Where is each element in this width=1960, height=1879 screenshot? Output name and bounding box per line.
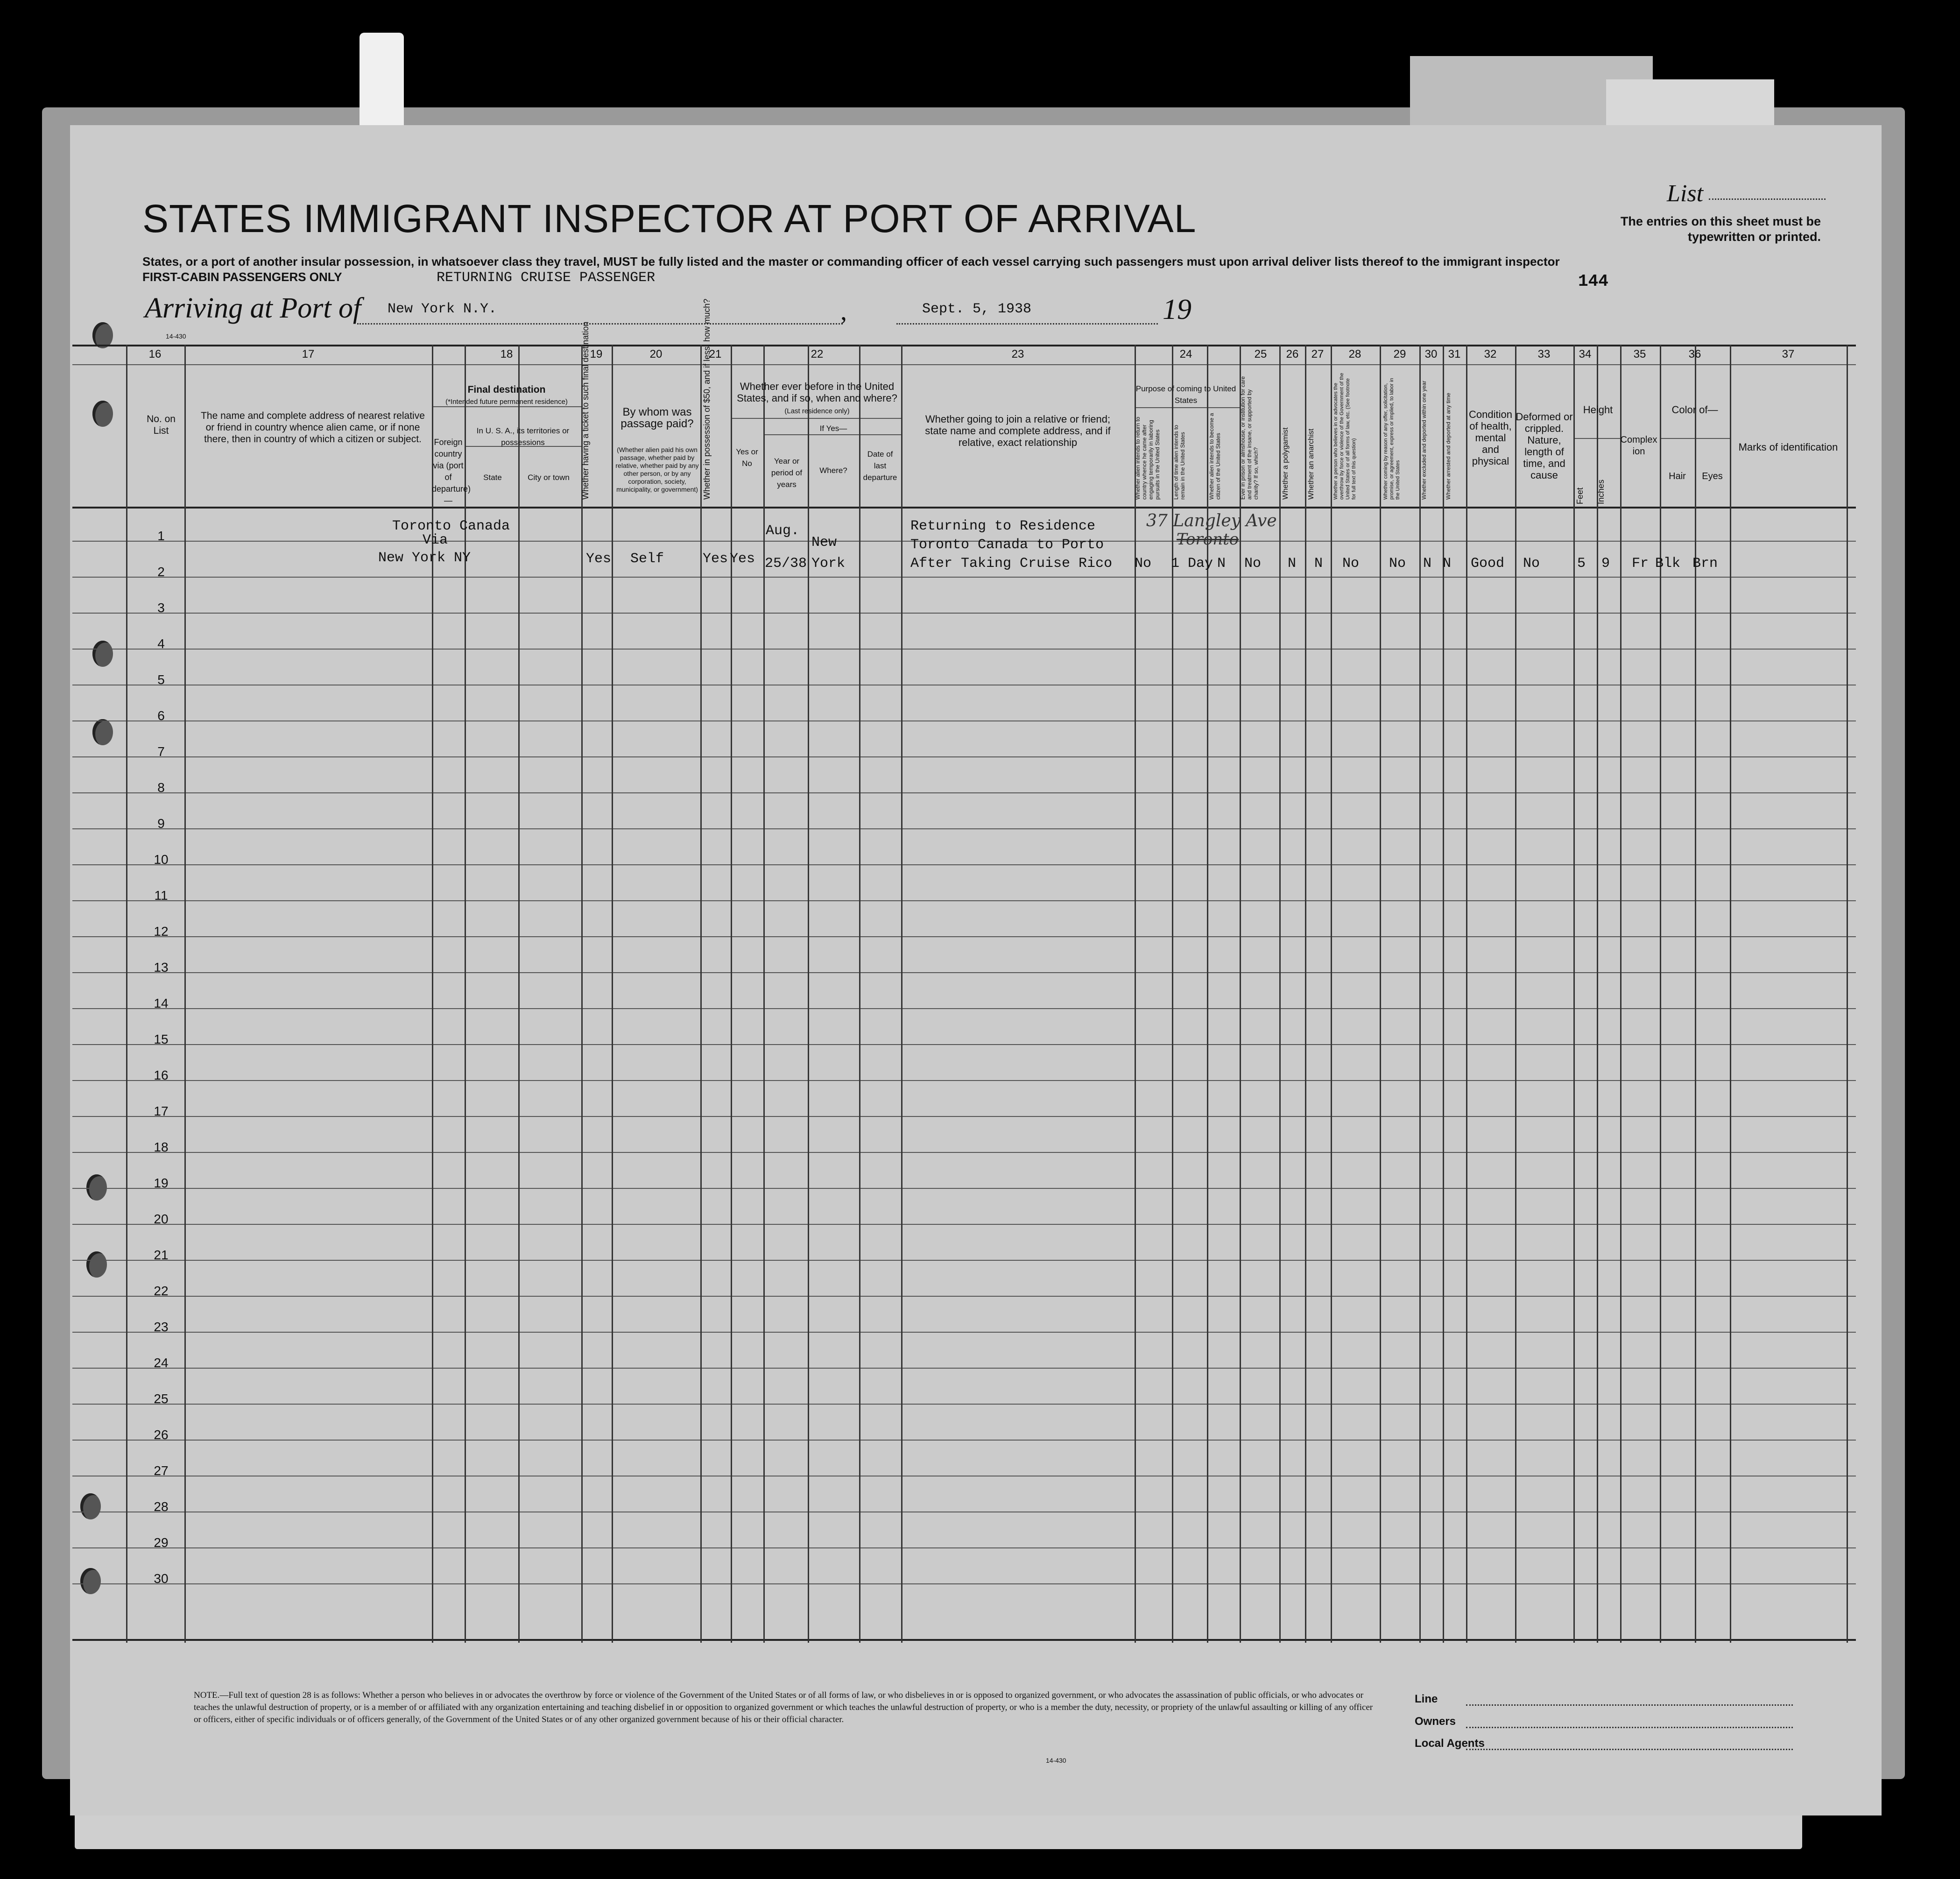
header-c21: Whether in possession of $50, and if less, how much? — [702, 298, 712, 500]
where-line1: New — [811, 535, 837, 551]
column-number: 19 — [590, 348, 603, 360]
row-number: 6 — [157, 708, 165, 723]
overthrow-value: No — [1342, 556, 1360, 572]
header-c19: Whether having a ticket to such final destination — [581, 321, 590, 500]
join-line2: Toronto Canada to Porto — [910, 537, 1104, 553]
entries-note: The entries on this sheet must be typewritten or printed. — [1620, 214, 1821, 244]
row-number: 13 — [154, 960, 169, 975]
header-c30: Whether excluded and deported within one year — [1421, 381, 1427, 500]
header-c32: Condition of health, mental and physical — [1469, 409, 1512, 467]
header-c27: Whether an anarchist — [1307, 428, 1315, 500]
column-number: 20 — [649, 348, 663, 360]
citizen-value: N — [1217, 556, 1226, 572]
column-divider — [808, 345, 809, 1643]
column-number: 33 — [1537, 348, 1551, 360]
eyes-value: Brn — [1692, 556, 1718, 572]
form-code-top: 14-430 — [166, 332, 186, 340]
column-divider — [1331, 345, 1332, 1643]
anarchist-value: N — [1314, 556, 1323, 572]
subheader-rule — [763, 434, 901, 435]
row-rule — [72, 1440, 1856, 1441]
header-c18-sub: (*Intended future permanent residence) — [445, 398, 568, 406]
column-number: 30 — [1424, 348, 1438, 360]
row-number: 28 — [154, 1499, 169, 1514]
row-rule — [72, 1224, 1856, 1225]
column-number: 24 — [1179, 348, 1192, 360]
handwritten-city: Toronto — [1177, 530, 1239, 549]
binder-hole — [80, 1493, 101, 1519]
row-rule — [72, 972, 1856, 973]
deformed-value: No — [1523, 556, 1540, 572]
polygamist-value: N — [1288, 556, 1297, 572]
binder-hole — [92, 401, 113, 427]
row-number: 30 — [154, 1571, 169, 1586]
row-number: 12 — [154, 924, 169, 939]
excluded-value: N — [1423, 556, 1432, 572]
row-number: 29 — [154, 1535, 169, 1550]
header-c20-sub: (Whether alien paid his own passage, whether paid by relative, whether paid by any other person, or by any corporation, society, municipality, or government) — [615, 446, 699, 493]
header-c24-c: Whether alien intends to become a citizen of the United States — [1208, 413, 1221, 500]
binder-hole — [86, 1174, 107, 1201]
header-c28: Whether a person who believes in or advocates the overthrow by force or violence of the Government of the United States or of all forms of law, etc. (See footnote for full text of this question) — [1333, 373, 1357, 500]
header-bottom-border — [72, 507, 1856, 509]
header-c22-sub: (Last residence only) — [784, 407, 850, 415]
column-number: 35 — [1633, 348, 1646, 360]
column-number: 25 — [1254, 348, 1267, 360]
row-number: 23 — [154, 1320, 169, 1334]
inches-value: 9 — [1601, 556, 1610, 572]
date-value: Sept. 5, 1938 — [922, 301, 1032, 317]
column-divider — [1466, 345, 1467, 1643]
binder-hole — [80, 1568, 101, 1594]
header-c36-hair: Hair — [1669, 471, 1686, 481]
row-number: 7 — [157, 744, 165, 759]
owners-field — [1466, 1727, 1793, 1728]
comma: , — [840, 297, 847, 326]
row-rule — [72, 1260, 1856, 1261]
column-divider — [1730, 345, 1731, 1643]
column-divider — [612, 345, 613, 1643]
row-rule — [72, 1116, 1856, 1117]
column-divider — [1515, 345, 1516, 1643]
money-value: Yes — [703, 551, 728, 567]
column-divider — [1305, 345, 1306, 1643]
before-month: Aug. — [766, 523, 800, 539]
column-divider — [1620, 345, 1622, 1643]
list-label: List — [1667, 180, 1704, 207]
form-code: 14-430 — [1046, 1757, 1066, 1764]
row-number: 22 — [154, 1284, 169, 1298]
table-bottom-border — [72, 1639, 1856, 1641]
column-number: 31 — [1448, 348, 1461, 360]
row-rule — [72, 1296, 1856, 1297]
row-rule — [72, 936, 1856, 937]
header-c20-title: By whom was passage paid? — [620, 406, 694, 430]
row-number: 11 — [154, 888, 168, 903]
row-number: 4 — [157, 636, 165, 651]
line-field — [1466, 1704, 1793, 1706]
row-number: 5 — [157, 672, 165, 687]
header-c22-year: Year or period of years — [771, 457, 803, 489]
binder-hole — [92, 719, 113, 745]
year-prefix-text: 19 — [1163, 294, 1192, 325]
row-number: 8 — [157, 780, 165, 795]
row-rule — [72, 613, 1856, 614]
header-c22-date: Date of last departure — [863, 450, 897, 482]
column-divider — [1419, 345, 1421, 1643]
feet-value: 5 — [1577, 556, 1586, 572]
port-value: New York N.Y. — [388, 301, 497, 317]
row-rule — [72, 1188, 1856, 1189]
row-rule — [72, 756, 1856, 757]
row-rule — [72, 864, 1856, 865]
column-divider — [731, 345, 732, 1643]
column-divider — [1279, 345, 1281, 1643]
header-c25: Ever in prison or almshouse, or institution for care and treatment of the insane, or supported by charity? If so, which? — [1240, 376, 1259, 500]
binder-hole — [86, 1251, 107, 1278]
row-number: 20 — [154, 1212, 169, 1226]
port-line — [357, 323, 843, 325]
before-yes-value: Yes — [730, 551, 755, 567]
temp-labor-value: No — [1135, 556, 1152, 572]
column-number: 23 — [1011, 348, 1024, 360]
row-number: 3 — [157, 600, 165, 615]
join-line1: Returning to Residence — [910, 518, 1096, 534]
row-rule — [72, 1547, 1856, 1548]
column-divider — [1573, 345, 1575, 1643]
class-label: FIRST-CABIN PASSENGERS ONLY — [142, 270, 342, 284]
list-number: 144 — [1578, 272, 1608, 291]
header-c18-state: State — [483, 473, 502, 482]
column-number: 28 — [1348, 348, 1361, 360]
row-number: 10 — [154, 852, 169, 867]
owners-label: Owners — [1415, 1715, 1456, 1728]
header-c34-title: Height — [1583, 404, 1613, 416]
header-c26: Whether a polygamist — [1282, 427, 1290, 500]
row-number: 26 — [154, 1427, 169, 1442]
row-rule — [72, 1583, 1856, 1584]
row-number: 27 — [154, 1463, 169, 1478]
column-divider — [126, 345, 127, 1643]
header-c16: No. on List — [147, 414, 176, 436]
column-number: 36 — [1688, 348, 1701, 360]
column-divider — [700, 345, 702, 1643]
column-number: 22 — [811, 348, 824, 360]
footnote-28: NOTE.—Full text of question 28 is as follows: Whether a person who believes in or advocates the overthrow by force or violence of the Government of the United States or of all forms of law, or who disbelieves in or is opposed to organized government, or who advocates the assassination of public officials, or who advocates or teaches the unlawful destruction of property, or is a member of or affiliated with any organization entertaining and teaching disbelief in or opposition to organized government or which teaches the unlawful destruction of property, or who is a member the duty, necessity, or propriety of the unlawful assaulting or killing of any officer or officers, either of specific individuals or of officers generally, of the Government of the United States or of any other organized government because of his or their official character. — [194, 1690, 1373, 1724]
date-line — [896, 323, 1158, 325]
paid-by-value: Self — [630, 551, 664, 567]
column-number: 37 — [1782, 348, 1795, 360]
row-rule — [72, 828, 1856, 829]
row-rule — [72, 1332, 1856, 1333]
row-rule — [72, 1152, 1856, 1153]
local-agents-label: Local Agents — [1415, 1737, 1485, 1750]
header-c18-foreign: Foreign country via (port of departure)— — [432, 438, 471, 505]
join-line3: After Taking Cruise Rico — [910, 556, 1113, 572]
subheader-rule — [731, 418, 901, 419]
column-number: 18 — [500, 348, 513, 360]
column-divider — [1443, 345, 1444, 1643]
header-c18-title: Final destination — [467, 384, 546, 395]
row-rule — [72, 1044, 1856, 1045]
row-rule — [72, 792, 1856, 793]
header-c24-title: Purpose of coming to United States — [1135, 384, 1236, 405]
column-number: 34 — [1579, 348, 1592, 360]
column-divider — [518, 345, 520, 1643]
column-number: 21 — [709, 348, 722, 360]
row-number: 19 — [154, 1176, 169, 1190]
column-divider — [1240, 345, 1241, 1643]
column-number: 32 — [1484, 348, 1497, 360]
column-divider — [901, 345, 902, 1643]
header-c37: Marks of identification — [1738, 441, 1838, 453]
row-number: 18 — [154, 1140, 169, 1154]
complexion-value: Fr — [1632, 556, 1649, 572]
header-c22-where: Where? — [819, 466, 847, 475]
length-stay-value: 1 Day — [1171, 556, 1213, 572]
header-c22-yesno: Yes or No — [736, 447, 758, 468]
row-number: 16 — [154, 1068, 169, 1082]
row-number: 15 — [154, 1032, 169, 1046]
via-port: New York NY — [378, 550, 471, 566]
column-divider — [1597, 345, 1598, 1643]
passenger-status: RETURNING CRUISE PASSENGER — [437, 270, 656, 286]
header-c22-ifyes: If Yes— — [819, 424, 847, 433]
header-c33: Deformed or crippled. Nature, length of time, and cause — [1516, 411, 1573, 481]
header-c34-feet: Feet — [1575, 487, 1585, 504]
list-line — [1709, 198, 1826, 200]
column-divider — [184, 345, 186, 1643]
header-c36-title: Color of— — [1671, 404, 1718, 416]
header-c24-a: Whether alien intends to return to country whence he came after engaging temporarily in laboring pursuits in the United States — [1135, 417, 1161, 500]
header-c22-title: Whether ever before in the United States, and if so, when and where? — [737, 381, 897, 404]
column-divider — [1847, 345, 1848, 1643]
arriving-label: Arriving at Port of — [145, 292, 361, 324]
column-divider — [1135, 345, 1136, 1643]
row-number: 17 — [154, 1104, 169, 1118]
handwritten-address: 37 Langley Ave — [1146, 511, 1277, 530]
prison-value: No — [1244, 556, 1262, 572]
year-prefix — [1163, 293, 1192, 326]
header-c18-city: City or town — [528, 473, 570, 482]
row-number: 24 — [154, 1356, 169, 1370]
row-number: 9 — [157, 816, 165, 831]
column-divider — [465, 345, 466, 1643]
row-rule — [72, 1080, 1856, 1081]
header-c17: The name and complete address of nearest relative or friend in country whence alien came, or if none there, then in country of which a citizen or subject. — [201, 410, 425, 445]
header-c34-inches: Inches — [1596, 479, 1606, 504]
row-number: 25 — [154, 1392, 169, 1406]
column-number: 26 — [1286, 348, 1299, 360]
row-number: 21 — [154, 1248, 169, 1262]
line-label: Line — [1415, 1693, 1438, 1705]
where-line2: York — [811, 556, 846, 572]
header-c18-usa: In U. S. A., its territories or possessions — [476, 426, 570, 447]
column-divider — [763, 345, 765, 1643]
header-c24-b: Length of time alien intends to remain in the United States — [1173, 424, 1186, 500]
column-divider — [859, 345, 860, 1643]
column-divider — [1380, 345, 1381, 1643]
header-c36-eyes: Eyes — [1702, 471, 1723, 481]
header-c31: Whether arrested and deported at any time — [1445, 393, 1452, 500]
column-divider — [1695, 345, 1696, 1643]
row-rule — [72, 649, 1856, 650]
health-value: Good — [1471, 556, 1505, 572]
row-number: 2 — [157, 565, 165, 579]
ticket-value: Yes — [586, 551, 612, 567]
binder-hole — [92, 641, 113, 667]
column-number: 16 — [148, 348, 162, 360]
row-rule — [72, 577, 1856, 578]
instruction-text: States, or a port of another insular possession, in whatsoever class they travel, MUST be fully listed and the master or commanding officer of each vessel carrying such passengers must upon arrival deliver lists thereof to the immigrant inspector — [142, 254, 1560, 268]
page-title: STATES IMMIGRANT INSPECTOR AT PORT OF ARRIVAL — [142, 197, 1197, 240]
column-divider — [1172, 345, 1173, 1643]
column-number: 17 — [302, 348, 315, 360]
relative-city: Toronto Canada — [392, 518, 510, 534]
column-number: 27 — [1311, 348, 1324, 360]
column-number: 29 — [1393, 348, 1406, 360]
offer-value: No — [1389, 556, 1406, 572]
header-c23: Whether going to join a relative or friend; state name and complete address, and if relative, exact relationship — [925, 413, 1111, 448]
arrested-value: N — [1443, 556, 1452, 572]
column-number-border — [72, 364, 1856, 365]
subheader-rule — [1135, 407, 1240, 408]
header-c29: Whether coming by reason of any offer, solicitation, promise, or agreement, express or implied, to labor in the United States — [1383, 378, 1401, 500]
column-divider — [581, 345, 583, 1643]
row-rule — [72, 1404, 1856, 1405]
row-rule — [72, 1008, 1856, 1009]
table-top-border — [72, 345, 1856, 346]
row-number: 1 — [157, 529, 165, 543]
row-number: 14 — [154, 996, 169, 1010]
local-agents-field — [1466, 1749, 1793, 1750]
before-date: 25/38 — [765, 556, 807, 572]
column-divider — [1660, 345, 1661, 1643]
header-c35: Complexion — [1620, 435, 1657, 457]
row-rule — [72, 900, 1856, 901]
via-label: Via — [423, 532, 448, 548]
row-rule — [72, 1368, 1856, 1369]
hair-value: Blk — [1655, 556, 1681, 572]
